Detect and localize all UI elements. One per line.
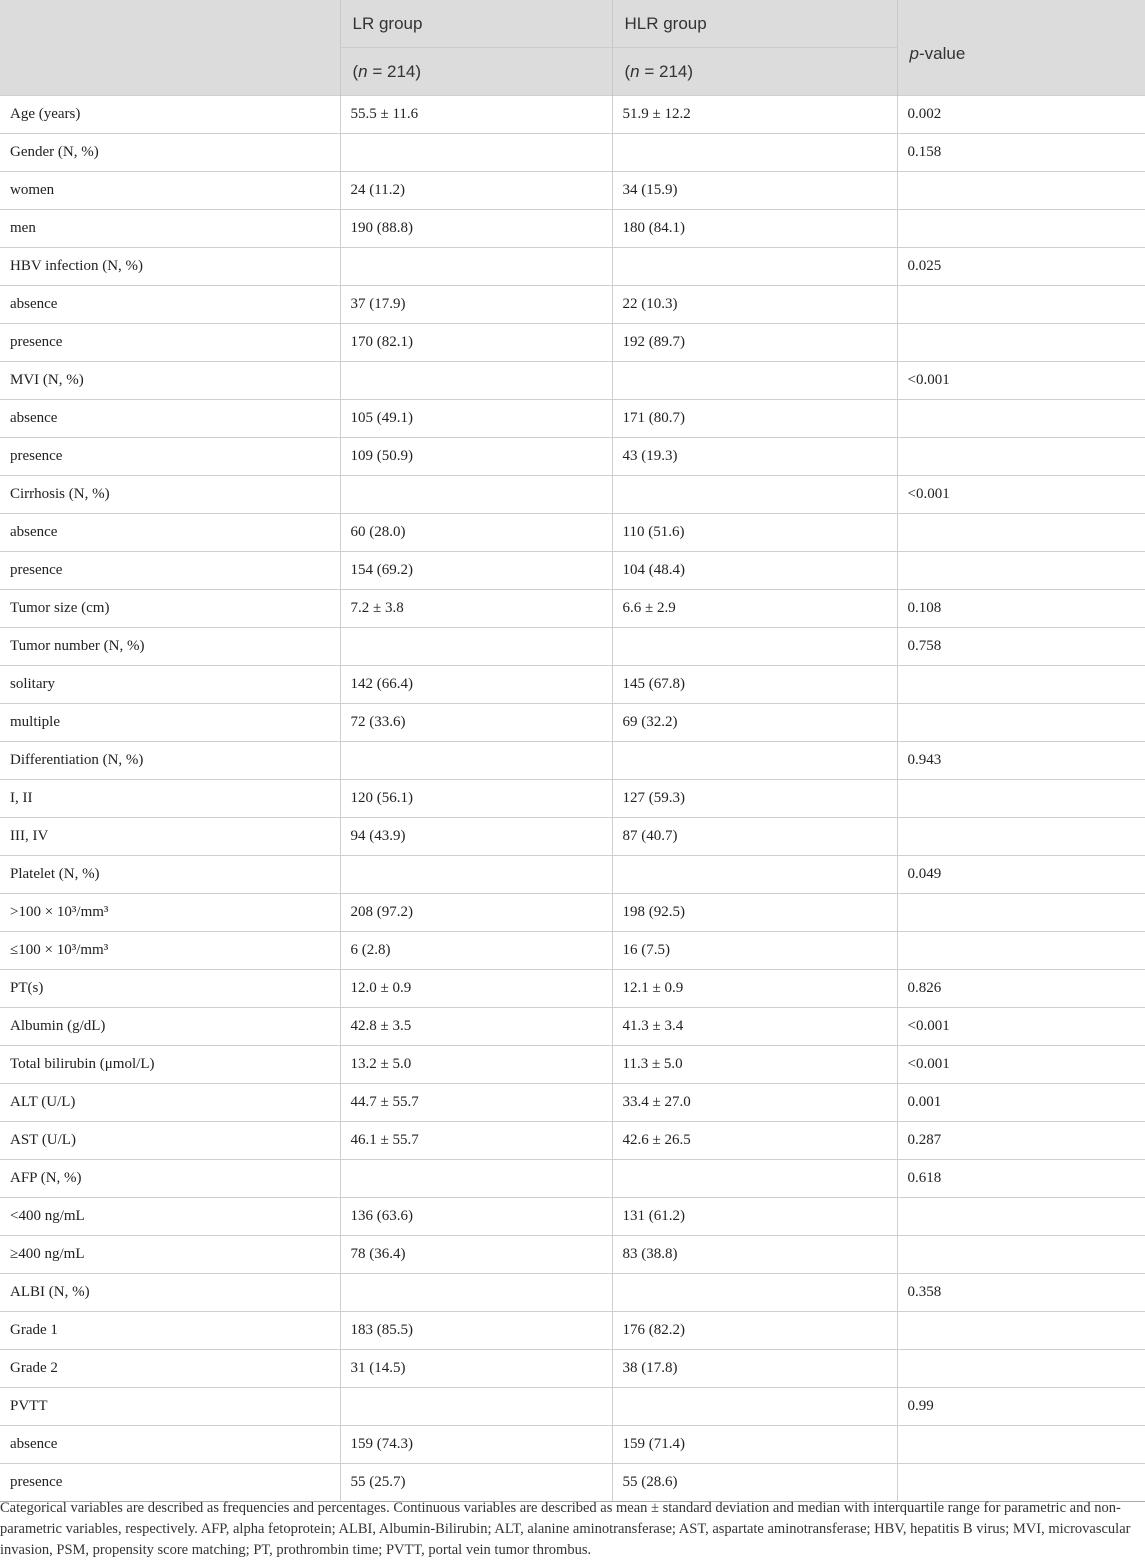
row-label-cell: presence xyxy=(0,438,340,476)
row-label-cell: Age (years) xyxy=(0,96,340,134)
row-label-cell: PT(s) xyxy=(0,970,340,1008)
table-row xyxy=(0,1426,1145,1464)
table-row xyxy=(0,248,1145,286)
pvalue-cell xyxy=(897,1198,1145,1236)
pvalue-cell: 0.358 xyxy=(897,1274,1145,1312)
table-row xyxy=(0,1274,1145,1312)
table-body xyxy=(0,96,1145,1502)
hlr-value-cell: 192 (89.7) xyxy=(612,324,897,362)
lr-value-cell: 94 (43.9) xyxy=(340,818,612,856)
table-row xyxy=(0,476,1145,514)
pvalue-cell: 0.108 xyxy=(897,590,1145,628)
pvalue-cell: 0.99 xyxy=(897,1388,1145,1426)
pvalue-cell: 0.287 xyxy=(897,1122,1145,1160)
pvalue-cell: 0.758 xyxy=(897,628,1145,666)
row-label-cell: Albumin (g/dL) xyxy=(0,1008,340,1046)
pvalue-cell: <0.001 xyxy=(897,476,1145,514)
header-hlr-n xyxy=(612,48,897,96)
lr-value-cell: 55.5 ± 11.6 xyxy=(340,96,612,134)
lr-value-cell: 154 (69.2) xyxy=(340,552,612,590)
lr-value-cell: 13.2 ± 5.0 xyxy=(340,1046,612,1084)
row-label-cell: Tumor number (N, %) xyxy=(0,628,340,666)
table-row xyxy=(0,742,1145,780)
lr-value-cell: 12.0 ± 0.9 xyxy=(340,970,612,1008)
table-row xyxy=(0,400,1145,438)
hlr-value-cell: 43 (19.3) xyxy=(612,438,897,476)
lr-value-cell xyxy=(340,1388,612,1426)
pvalue-cell xyxy=(897,1236,1145,1274)
pvalue-cell xyxy=(897,172,1145,210)
row-label-cell: ALT (U/L) xyxy=(0,1084,340,1122)
pvalue-cell: 0.025 xyxy=(897,248,1145,286)
lr-value-cell: 159 (74.3) xyxy=(340,1426,612,1464)
hlr-value-cell: 104 (48.4) xyxy=(612,552,897,590)
lr-value-cell: 170 (82.1) xyxy=(340,324,612,362)
lr-value-cell xyxy=(340,1274,612,1312)
hlr-value-cell: 69 (32.2) xyxy=(612,704,897,742)
pvalue-cell: 0.826 xyxy=(897,970,1145,1008)
header-variable-column xyxy=(0,0,340,96)
table-row xyxy=(0,514,1145,552)
pvalue-cell xyxy=(897,1312,1145,1350)
row-label-cell: ≤100 × 10³/mm³ xyxy=(0,932,340,970)
table-row xyxy=(0,362,1145,400)
row-label-cell: Total bilirubin (μmol/L) xyxy=(0,1046,340,1084)
hlr-value-cell: 127 (59.3) xyxy=(612,780,897,818)
row-label-cell: >100 × 10³/mm³ xyxy=(0,894,340,932)
table-row xyxy=(0,970,1145,1008)
row-label-cell: absence xyxy=(0,400,340,438)
hlr-value-cell: 159 (71.4) xyxy=(612,1426,897,1464)
lr-value-cell: 190 (88.8) xyxy=(340,210,612,248)
pvalue-cell xyxy=(897,1426,1145,1464)
table-row xyxy=(0,1046,1145,1084)
hlr-value-cell: 55 (28.6) xyxy=(612,1464,897,1502)
hlr-value-cell: 171 (80.7) xyxy=(612,400,897,438)
table-row xyxy=(0,932,1145,970)
row-label-cell: absence xyxy=(0,514,340,552)
header-pvalue-italic: p xyxy=(909,44,919,63)
table-row xyxy=(0,552,1145,590)
lr-value-cell: 46.1 ± 55.7 xyxy=(340,1122,612,1160)
pvalue-cell: 0.158 xyxy=(897,134,1145,172)
lr-value-cell xyxy=(340,362,612,400)
table-row xyxy=(0,210,1145,248)
hlr-value-cell: 176 (82.2) xyxy=(612,1312,897,1350)
hlr-value-cell: 87 (40.7) xyxy=(612,818,897,856)
pvalue-cell: 0.049 xyxy=(897,856,1145,894)
pvalue-cell xyxy=(897,932,1145,970)
header-pvalue xyxy=(897,0,1145,96)
pvalue-cell xyxy=(897,666,1145,704)
table-row xyxy=(0,1464,1145,1502)
hlr-value-cell: 6.6 ± 2.9 xyxy=(612,590,897,628)
header-lr-n xyxy=(340,48,612,96)
hlr-value-cell: 34 (15.9) xyxy=(612,172,897,210)
hlr-value-cell xyxy=(612,1274,897,1312)
row-label-cell: Grade 2 xyxy=(0,1350,340,1388)
hlr-value-cell xyxy=(612,1388,897,1426)
hlr-value-cell: 198 (92.5) xyxy=(612,894,897,932)
lr-value-cell xyxy=(340,1160,612,1198)
lr-value-cell: 31 (14.5) xyxy=(340,1350,612,1388)
lr-value-cell: 24 (11.2) xyxy=(340,172,612,210)
row-label-cell: ALBI (N, %) xyxy=(0,1274,340,1312)
table-row xyxy=(0,96,1145,134)
table-row xyxy=(0,324,1145,362)
pvalue-cell xyxy=(897,438,1145,476)
table-row xyxy=(0,1160,1145,1198)
hlr-value-cell: 51.9 ± 12.2 xyxy=(612,96,897,134)
hlr-value-cell: 38 (17.8) xyxy=(612,1350,897,1388)
lr-value-cell: 44.7 ± 55.7 xyxy=(340,1084,612,1122)
lr-value-cell: 78 (36.4) xyxy=(340,1236,612,1274)
row-label-cell: ≥400 ng/mL xyxy=(0,1236,340,1274)
table-row xyxy=(0,286,1145,324)
table-row xyxy=(0,1198,1145,1236)
table-row xyxy=(0,628,1145,666)
row-label-cell: HBV infection (N, %) xyxy=(0,248,340,286)
table-row xyxy=(0,704,1145,742)
table-row xyxy=(0,1350,1145,1388)
table-row xyxy=(0,1388,1145,1426)
lr-value-cell: 55 (25.7) xyxy=(340,1464,612,1502)
header-hlr-n-rest: = 214) xyxy=(639,61,694,81)
row-label-cell: Gender (N, %) xyxy=(0,134,340,172)
lr-value-cell xyxy=(340,856,612,894)
table-row xyxy=(0,818,1145,856)
hlr-value-cell: 83 (38.8) xyxy=(612,1236,897,1274)
hlr-value-cell: 41.3 ± 3.4 xyxy=(612,1008,897,1046)
header-hlr-n-var: n xyxy=(630,61,640,81)
pvalue-cell: <0.001 xyxy=(897,1008,1145,1046)
pvalue-cell xyxy=(897,704,1145,742)
header-pvalue-rest: -value xyxy=(918,44,966,63)
pvalue-cell xyxy=(897,1464,1145,1502)
hlr-value-cell xyxy=(612,476,897,514)
table-row xyxy=(0,590,1145,628)
table-row xyxy=(0,666,1145,704)
pvalue-cell xyxy=(897,894,1145,932)
hlr-value-cell xyxy=(612,248,897,286)
row-label-cell: Tumor size (cm) xyxy=(0,590,340,628)
lr-value-cell xyxy=(340,742,612,780)
hlr-value-cell: 110 (51.6) xyxy=(612,514,897,552)
lr-value-cell xyxy=(340,628,612,666)
hlr-value-cell xyxy=(612,1160,897,1198)
hlr-value-cell: 145 (67.8) xyxy=(612,666,897,704)
lr-value-cell xyxy=(340,134,612,172)
pvalue-cell xyxy=(897,818,1145,856)
hlr-value-cell: 22 (10.3) xyxy=(612,286,897,324)
row-label-cell: III, IV xyxy=(0,818,340,856)
header-hlr-n-prefix: ( xyxy=(624,61,631,81)
hlr-value-cell: 12.1 ± 0.9 xyxy=(612,970,897,1008)
hlr-value-cell: 33.4 ± 27.0 xyxy=(612,1084,897,1122)
row-label-cell: solitary xyxy=(0,666,340,704)
lr-value-cell: 109 (50.9) xyxy=(340,438,612,476)
row-label-cell: PVTT xyxy=(0,1388,340,1426)
pvalue-cell: 0.001 xyxy=(897,1084,1145,1122)
pvalue-cell: 0.002 xyxy=(897,96,1145,134)
pvalue-cell xyxy=(897,780,1145,818)
pvalue-cell xyxy=(897,552,1145,590)
table-row xyxy=(0,438,1145,476)
pvalue-cell: 0.943 xyxy=(897,742,1145,780)
hlr-value-cell: 180 (84.1) xyxy=(612,210,897,248)
row-label-cell: <400 ng/mL xyxy=(0,1198,340,1236)
row-label-cell: men xyxy=(0,210,340,248)
row-label-cell: AST (U/L) xyxy=(0,1122,340,1160)
table-row xyxy=(0,1122,1145,1160)
header-lr-n-var: n xyxy=(358,61,368,81)
table-row xyxy=(0,172,1145,210)
hlr-value-cell xyxy=(612,628,897,666)
hlr-value-cell xyxy=(612,742,897,780)
lr-value-cell: 37 (17.9) xyxy=(340,286,612,324)
lr-value-cell: 7.2 ± 3.8 xyxy=(340,590,612,628)
table-header xyxy=(0,0,1145,96)
hlr-value-cell: 42.6 ± 26.5 xyxy=(612,1122,897,1160)
row-label-cell: presence xyxy=(0,552,340,590)
header-lr-n-rest: = 214) xyxy=(367,61,422,81)
hlr-value-cell: 11.3 ± 5.0 xyxy=(612,1046,897,1084)
pvalue-cell xyxy=(897,514,1145,552)
row-label-cell: women xyxy=(0,172,340,210)
hlr-value-cell xyxy=(612,134,897,172)
row-label-cell: absence xyxy=(0,286,340,324)
row-label-cell: AFP (N, %) xyxy=(0,1160,340,1198)
table-row xyxy=(0,1312,1145,1350)
lr-value-cell: 6 (2.8) xyxy=(340,932,612,970)
lr-value-cell: 142 (66.4) xyxy=(340,666,612,704)
pvalue-cell xyxy=(897,324,1145,362)
lr-value-cell: 120 (56.1) xyxy=(340,780,612,818)
row-label-cell: MVI (N, %) xyxy=(0,362,340,400)
pvalue-cell: <0.001 xyxy=(897,1046,1145,1084)
row-label-cell: I, II xyxy=(0,780,340,818)
pvalue-cell xyxy=(897,210,1145,248)
hlr-value-cell: 131 (61.2) xyxy=(612,1198,897,1236)
row-label-cell: Cirrhosis (N, %) xyxy=(0,476,340,514)
pvalue-cell: 0.618 xyxy=(897,1160,1145,1198)
hlr-value-cell xyxy=(612,362,897,400)
lr-value-cell xyxy=(340,476,612,514)
table-row xyxy=(0,894,1145,932)
row-label-cell: presence xyxy=(0,324,340,362)
table-footnote: Categorical variables are described as frequencies and percentages. Continuous variables are described as mean ± standard deviation and median with interquartile range for parametric and non-parametric variables, respectively. AFP, alpha fetoprotein; ALBI, Albumin-Bilirubin; ALT, alanine aminotransferase; AST, aspartate aminotransferase; HBV, hepatitis B virus; MVI, microvascular invasion, PSM, propensity score matching; PT, prothrombin time; PVTT, portal vein tumor thrombus. xyxy=(0,1500,1131,1558)
row-label-cell: Differentiation (N, %) xyxy=(0,742,340,780)
lr-value-cell: 136 (63.6) xyxy=(340,1198,612,1236)
lr-value-cell: 60 (28.0) xyxy=(340,514,612,552)
table-row xyxy=(0,1008,1145,1046)
header-hlr-group: HLR group xyxy=(612,0,897,48)
row-label-cell: Platelet (N, %) xyxy=(0,856,340,894)
table-row xyxy=(0,1236,1145,1274)
table-row xyxy=(0,856,1145,894)
lr-value-cell: 105 (49.1) xyxy=(340,400,612,438)
hlr-value-cell: 16 (7.5) xyxy=(612,932,897,970)
lr-value-cell: 183 (85.5) xyxy=(340,1312,612,1350)
row-label-cell: Grade 1 xyxy=(0,1312,340,1350)
pvalue-cell xyxy=(897,286,1145,324)
row-label-cell: presence xyxy=(0,1464,340,1502)
lr-value-cell: 72 (33.6) xyxy=(340,704,612,742)
table-row xyxy=(0,1084,1145,1122)
pvalue-cell xyxy=(897,1350,1145,1388)
table-row xyxy=(0,780,1145,818)
hlr-value-cell xyxy=(612,856,897,894)
header-lr-group: LR group xyxy=(340,0,612,48)
lr-value-cell xyxy=(340,248,612,286)
table-row xyxy=(0,134,1145,172)
pvalue-cell xyxy=(897,400,1145,438)
pvalue-cell: <0.001 xyxy=(897,362,1145,400)
lr-value-cell: 42.8 ± 3.5 xyxy=(340,1008,612,1046)
row-label-cell: absence xyxy=(0,1426,340,1464)
lr-value-cell: 208 (97.2) xyxy=(340,894,612,932)
header-lr-n-prefix: ( xyxy=(352,61,359,81)
row-label-cell: multiple xyxy=(0,704,340,742)
